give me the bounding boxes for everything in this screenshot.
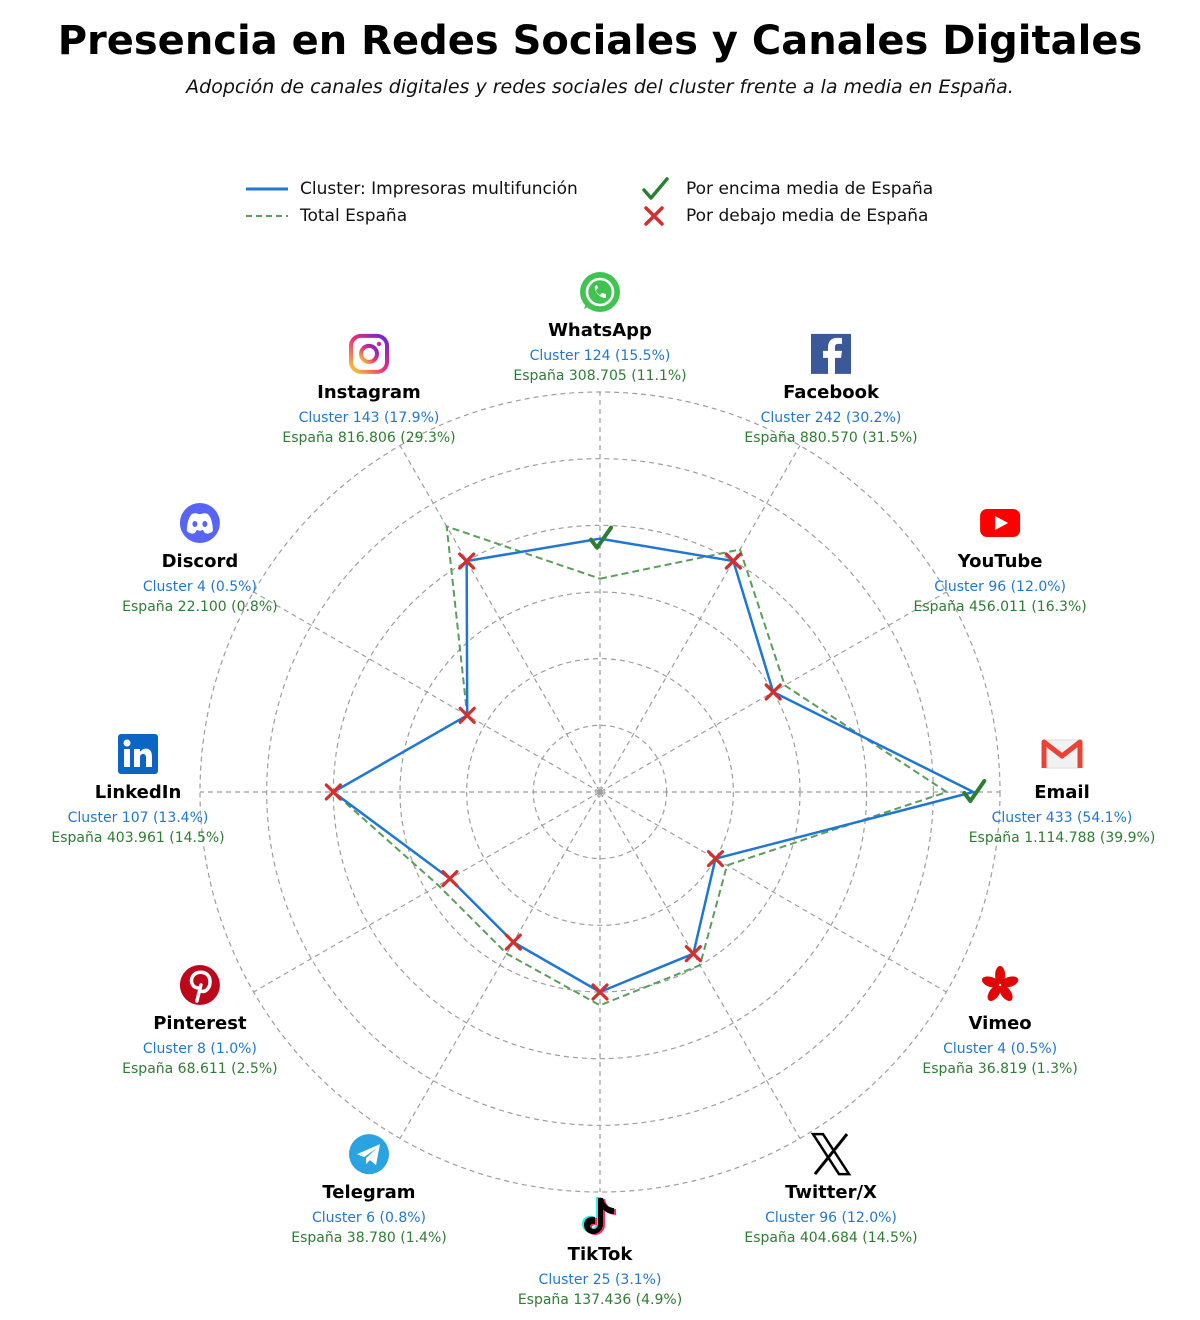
- category-cluster-value: Cluster 25 (3.1%): [538, 1272, 662, 1288]
- category-name: Twitter/X: [785, 1182, 877, 1204]
- category-label-email: [969, 740, 1156, 846]
- legend-label-above: Por encima media de España: [686, 179, 934, 199]
- category-name: Instagram: [317, 381, 421, 403]
- category-name: YouTube: [957, 551, 1043, 572]
- category-label-pinterest: [122, 965, 277, 1077]
- category-name: Facebook: [783, 381, 879, 403]
- category-name: Email: [1034, 782, 1090, 803]
- category-label-whatsapp: [513, 272, 686, 384]
- chart-subtitle: Adopción de canales digitales y redes sociales del cluster frente a la media en España.: [186, 76, 1014, 98]
- discord-icon: [180, 503, 220, 543]
- legend-label-cluster: Cluster: Impresoras multifunción: [300, 179, 578, 199]
- series-cluster-line: [333, 539, 973, 992]
- category-name: LinkedIn: [94, 782, 182, 803]
- category-label-vimeo: [922, 966, 1077, 1077]
- marker-below: [766, 685, 780, 699]
- category-name: Discord: [161, 551, 239, 572]
- series-spain-line: [333, 526, 946, 1005]
- category-label-youtube: [913, 509, 1086, 615]
- category-cluster-value: Cluster 242 (30.2%): [760, 409, 902, 426]
- category-label-tiktok: [518, 1197, 682, 1308]
- grid-spoke: [600, 446, 800, 792]
- marker-above: [964, 781, 984, 801]
- category-spain-value: España 36.819 (1.3%): [922, 1061, 1078, 1077]
- category-cluster-value: Cluster 107 (13.4%): [67, 810, 209, 826]
- category-name: Telegram: [322, 1182, 416, 1204]
- grid-spoke: [400, 792, 600, 1138]
- category-cluster-value: Cluster 143 (17.9%): [298, 409, 440, 426]
- category-spain-value: España 403.961 (14.5%): [51, 830, 225, 846]
- category-spain-value: España 137.436 (4.9%): [517, 1292, 683, 1308]
- category-spain-value: España 456.011 (16.3%): [913, 599, 1087, 615]
- category-spain-value: España 68.611 (2.5%): [122, 1061, 278, 1077]
- category-label-twitterx: [744, 1134, 917, 1246]
- category-cluster-value: Cluster 4 (0.5%): [943, 1041, 1058, 1057]
- legend-label-below: Por debajo media de España: [686, 206, 929, 226]
- category-spain-value: España 22.100 (0.8%): [122, 599, 278, 615]
- grid-spoke: [600, 792, 946, 992]
- whatsapp-icon: [580, 272, 620, 312]
- facebook-icon: [811, 334, 851, 374]
- grid-spoke: [254, 592, 600, 792]
- category-spain-value: España 816.806 (29.3%): [282, 429, 456, 446]
- category-name: TikTok: [567, 1244, 633, 1265]
- category-cluster-value: Cluster 433 (54.1%): [991, 810, 1133, 826]
- category-spain-value: España 404.684 (14.5%): [744, 1230, 918, 1247]
- category-cluster-value: Cluster 6 (0.8%): [312, 1210, 426, 1227]
- linkedin-icon: [118, 734, 158, 774]
- category-spain-value: España 308.705 (11.1%): [513, 368, 687, 384]
- category-cluster-value: Cluster 96 (12.0%): [765, 1210, 897, 1227]
- category-name: Pinterest: [153, 1013, 247, 1034]
- x-icon: [813, 1134, 849, 1174]
- category-cluster-value: Cluster 8 (1.0%): [142, 1041, 257, 1057]
- legend-label-spain: Total España: [300, 206, 408, 226]
- marker-below: [506, 935, 520, 949]
- category-label-linkedin: [51, 734, 224, 846]
- category-label-instagram: [282, 336, 455, 446]
- pinterest-icon: [180, 965, 220, 1005]
- category-label-facebook: [744, 334, 917, 446]
- category-name: Vimeo: [968, 1013, 1032, 1034]
- chart-title: Presencia en Redes Sociales y Canales Digitales: [57, 18, 1143, 64]
- marker-below: [443, 872, 457, 886]
- category-cluster-value: Cluster 124 (15.5%): [529, 348, 671, 364]
- grid-spoke: [400, 446, 600, 792]
- tiktok-icon: [582, 1197, 616, 1235]
- instagram-icon: [351, 336, 387, 372]
- category-cluster-value: Cluster 4 (0.5%): [142, 579, 257, 595]
- telegram-icon: [349, 1134, 389, 1174]
- category-name: WhatsApp: [548, 320, 652, 341]
- youtube-icon: [980, 509, 1020, 537]
- category-spain-value: España 38.780 (1.4%): [291, 1230, 447, 1247]
- vimeo-icon: [980, 966, 1019, 1003]
- category-label-discord: [122, 503, 277, 615]
- category-spain-value: España 1.114.788 (39.9%): [968, 830, 1156, 846]
- category-cluster-value: Cluster 96 (12.0%): [934, 579, 1067, 595]
- gmail-icon: [1042, 740, 1082, 768]
- category-spain-value: España 880.570 (31.5%): [744, 429, 918, 446]
- radar-grid: [200, 392, 1000, 1192]
